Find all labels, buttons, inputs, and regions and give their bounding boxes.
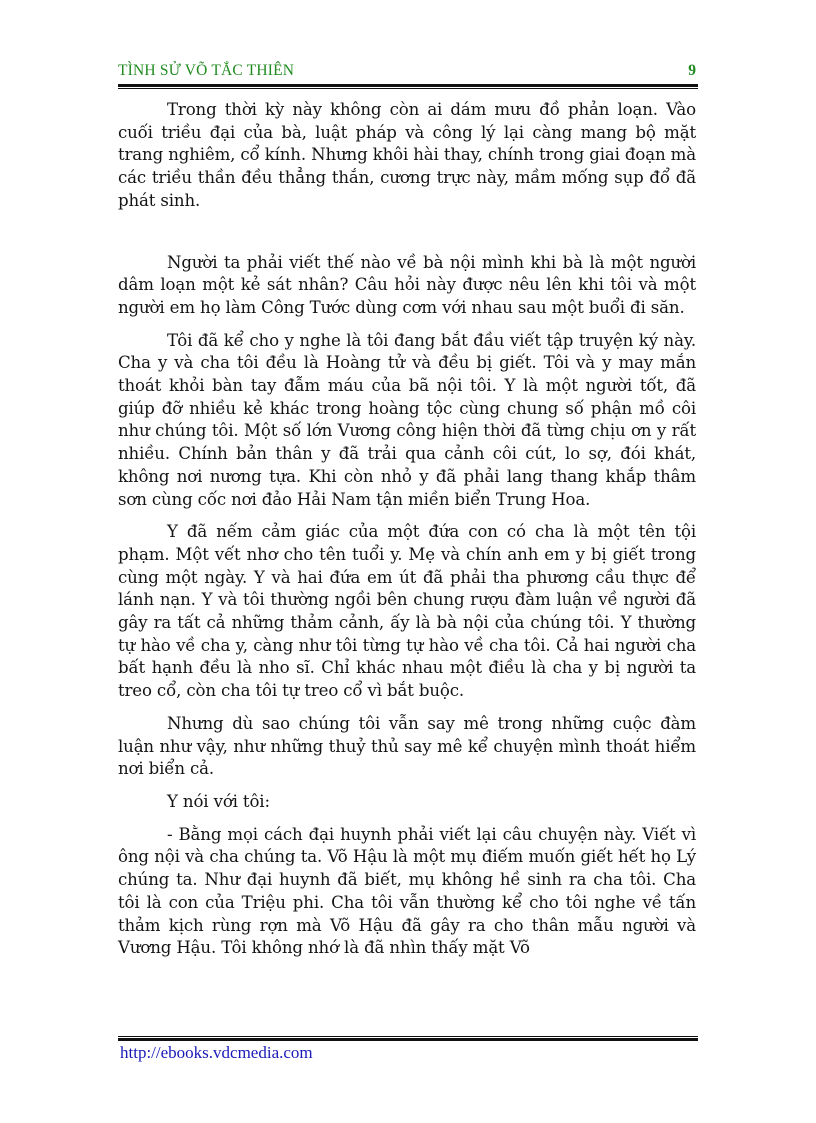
- paragraph: Y đã nếm cảm giác của một đứa con có cha là một tên tội phạm. Một vết nhơ cho tên tuổi y. Mẹ và chín anh em y bị giết trong cùng một ngày. Y và hai đứa em út đã phải tha phương cầu thực để lánh nạn. Y và tôi thường ngồi bên chung rượu đàm luận về người đã gây ra tất cả những thảm cảnh, ấy là bà nội của chúng tôi. Y thường tự hào về cha y, càng như tôi từng tự hào về cha tôi. Cả hai người cha bất hạnh đều là nho sĩ. Chỉ khác nhau một điều là cha y bị người ta treo cổ, còn cha tôi tự treo cổ vì bắt buộc.: [118, 522, 696, 701]
- paragraph: Trong thời kỳ này không còn ai dám mưu đồ phản loạn. Vào cuối triều đại của bà, luật pháp và công lý lại càng mang bộ mặt trang nghiêm, cổ kính. Nhưng khôi hài thay, chính trong giai đoạn mà các triều thần đều thẳng thắn, cương trực này, mầm mống sụp đổ đã phát sinh.: [118, 100, 696, 210]
- page-body: [118, 99, 696, 970]
- page-header: [118, 60, 698, 84]
- ebook-site-link[interactable]: http://ebooks.vdcmedia.com: [120, 1043, 313, 1062]
- paragraph: Y nói với tôi:: [167, 791, 270, 811]
- paragraph: Nhưng dù sao chúng tôi vẫn say mê trong những cuộc đàm luận như vậy, như những thuỷ thủ say mê kể chuyện mình thoát hiểm nơi biển cả.: [118, 713, 696, 779]
- paragraph: Tôi đã kể cho y nghe là tôi đang bắt đầu viết tập truyện ký này. Cha y và cha tôi đều là Hoàng tử và đều bị giết. Tôi và y may mắn thoát khỏi bàn tay đẫm máu của bã nội tôi. Y là một người tốt, đã giúp đỡ nhiều kẻ khác trong hoàng tộc cùng chung số phận mồ côi như chúng tôi. Một số lớn Vương công hiện thời đã từng chịu ơn y rất nhiều. Chính bản thân y đã trải qua cảnh côi cút, lo sợ, đói khát, không nơi nương tựa. Khi còn nhỏ y đã phải lang thang khắp thâm sơn cùng cốc nơi đảo Hải Nam tận miền biển Trung Hoa.: [118, 330, 696, 509]
- header-divider: [118, 84, 698, 89]
- footer-divider: [118, 1036, 698, 1041]
- page-number: 9: [688, 62, 696, 79]
- paragraph: - Bằng mọi cách đại huynh phải viết lại câu chuyện này. Viết vì ông nội và cha chúng ta. Võ Hậu là một mụ điếm muốn giết hết họ Lý chúng ta. Như đại huynh đã biết, mụ không hề sinh ra cha tôi. Cha tôi là con của Triệu phi. Cha tôi vẫn thường kể cho tôi nghe về tấn thảm kịch rùng rợn mà Võ Hậu đã gây ra cho thân mẫu người và Vương Hậu. Tôi không nhớ là đã nhìn thấy mặt Võ: [118, 824, 696, 958]
- book-title: TÌNH SỬ VÕ TẮC THIÊN: [118, 62, 295, 79]
- paragraph: Người ta phải viết thế nào về bà nội mình khi bà là một người dâm loạn một kẻ sát nhân? Câu hỏi này được nêu lên khi tôi và một người em họ làm Công Tước dùng cơm với nhau sau một buổi đi săn.: [118, 252, 696, 317]
